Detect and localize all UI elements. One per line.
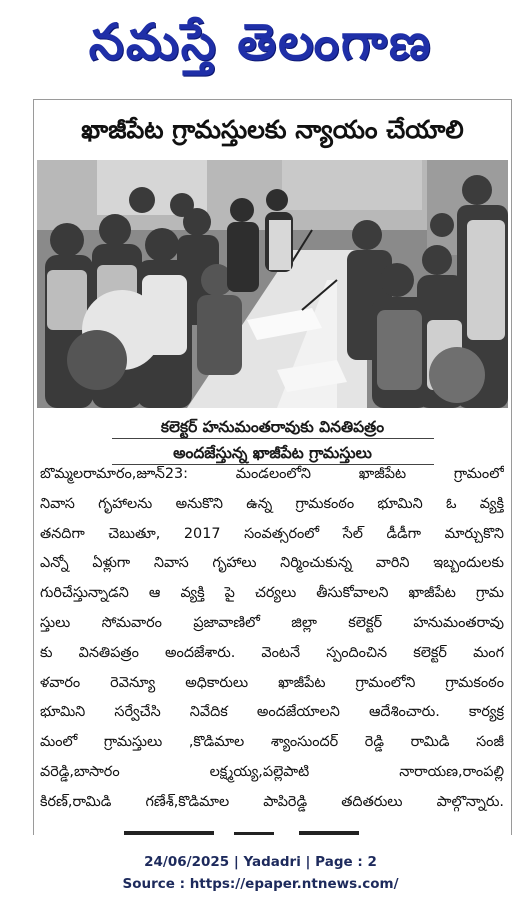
body-line: భూమిని సర్వేచేసి నివేదిక అందజేయాలని ఆదేశించారు. కార్యక్ర — [40, 704, 504, 721]
article-headline: ఖాజీపేట గ్రామస్తులకు న్యాయం చేయాలి — [81, 115, 464, 144]
photo-caption — [34, 414, 511, 466]
body-line: వరెడ్డి,బాసారం లక్ష్మయ్య,పల్లెపాటి నారాయణ,రాంపల్లి — [40, 763, 504, 780]
body-line: ళవారం రెవెన్యూ అధికారులు ఖాజీపేట గ్రామంలోని గ్రామకంఠం — [40, 674, 504, 691]
body-line: బొమ్మలరామారం,జూన్23: మండలంలోని ఖాజీపేట గ్రామంలో — [40, 466, 504, 482]
caption-line-1: కలెక్టర్ హనుమంతరావుకు వినతిపత్రం — [160, 418, 385, 436]
article-photo — [37, 160, 508, 408]
body-line: స్తులు సోమవారం ప్రజావాణిలో జిల్లా కలెక్టర్ హనుమంతరావు — [40, 614, 504, 631]
body-line: తనదిగా చెబుతూ, 2017 సంవత్సరంలో సేల్ డీడీగా మార్చుకొని — [40, 525, 504, 542]
body-line: నివాస గృహాలను అనుకొని ఉన్న గ్రామకంఠం భూమిని ఓ వ్యక్తి — [40, 495, 504, 512]
edition-info: 24/06/2025 | Yadadri | Page : 2 — [144, 854, 377, 870]
truncated-next-article — [124, 829, 424, 835]
newspaper-logo: నమస్తే తెలంగాణ — [88, 13, 433, 71]
caption-line-2: అందజేస్తున్న ఖాజీపేట గ్రామస్తులు — [173, 444, 372, 462]
caption-underline — [112, 438, 434, 439]
body-line: గురిచేస్తున్నాడని ఆ వ్యక్తి పై చర్యలు తీసుకోవాలని ఖాజీపేట గ్రామ — [40, 585, 504, 602]
article-body — [40, 460, 504, 818]
body-line: కిరణ్,రామిడి గణేశ్,కొడిమాల పాపిరెడ్డి తదితరులు పాల్గొన్నారు. — [40, 793, 504, 810]
page-footer — [0, 851, 521, 895]
masthead — [0, 0, 521, 92]
body-line: ఎన్నో ఏళ్లుగా నివాస గృహాలు నిర్మించుకున్న వారిని ఇబ్బందులకు — [40, 555, 504, 572]
body-line: మంలో గ్రామస్తులు ,కొడిమాల శ్యాంసుందర్ రెడ్డి రామిడి సంజీ — [40, 734, 504, 751]
body-line: కు వినతిపత్రం అందజేశారు. వెంటనే స్పందించిన కలెక్టర్ మంగ — [40, 644, 504, 661]
source-link[interactable]: Source : https://epaper.ntnews.com/ — [122, 876, 399, 892]
article-clipping — [33, 99, 512, 835]
